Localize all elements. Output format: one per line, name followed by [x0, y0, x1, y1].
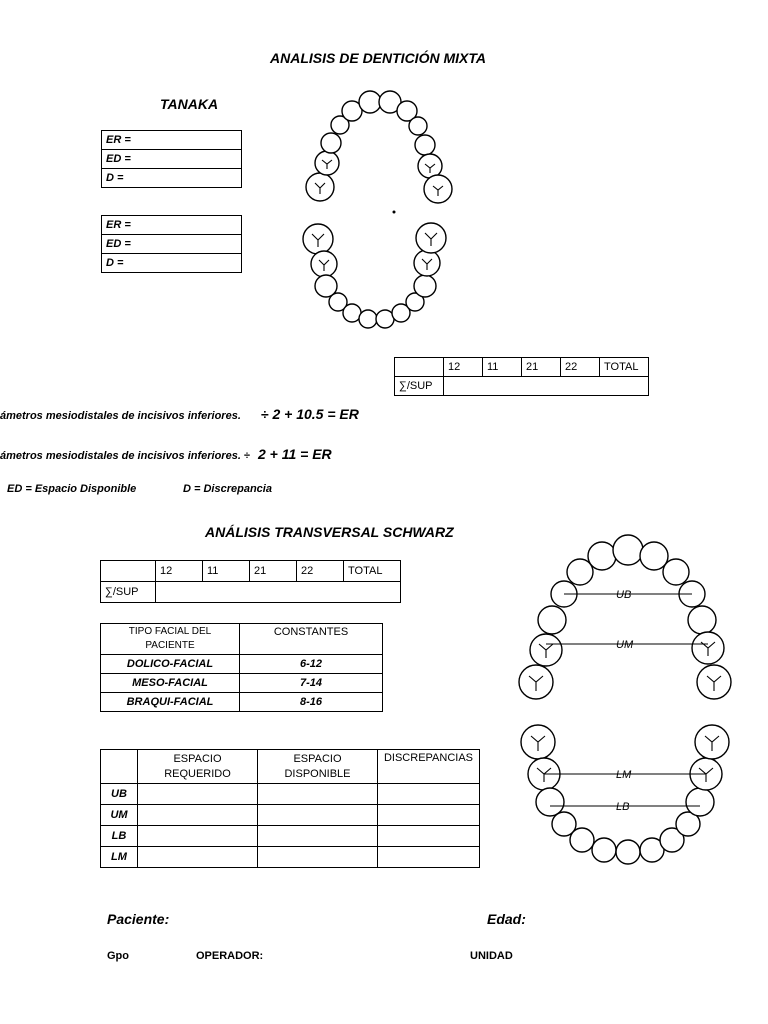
formula-lower: ámetros mesiodistales de incisivos inferiores. ÷ 2 + 11 = ER — [0, 446, 332, 462]
header-discrepancias: DISCREPANCIAS — [378, 750, 480, 784]
lm-requerido-cell[interactable] — [138, 847, 258, 868]
tanaka-table-lower — [101, 215, 242, 273]
arch-label-ub: UB — [616, 589, 632, 601]
arch-label-um: UM — [616, 639, 634, 651]
header-espacio-requerido: ESPACIO REQUERIDO — [138, 750, 258, 784]
header-12: 12 — [156, 561, 203, 582]
header-12: 12 — [444, 358, 483, 377]
page-title: ANALISIS DE DENTICIÓN MIXTA — [270, 50, 486, 66]
schwarz-arch-drawing — [512, 530, 744, 870]
dental-arch-drawing-top — [290, 88, 460, 336]
upper-arch — [306, 91, 452, 203]
formula-upper: ámetros mesiodistales de incisivos inferiores. ÷ 2 + 10.5 = ER — [0, 406, 359, 422]
lb-discrepancia-cell[interactable] — [378, 826, 480, 847]
um-discrepancia-cell[interactable] — [378, 805, 480, 826]
sup-row-label: ∑/SUP — [395, 377, 444, 396]
tanaka-d-cell[interactable]: D = — [102, 169, 242, 188]
tanaka-title: TANAKA — [160, 96, 219, 112]
header-21: 21 — [250, 561, 297, 582]
arch-label-lb: LB — [616, 801, 630, 813]
facial-type-meso: MESO-FACIAL — [101, 674, 240, 693]
sup-row-label: ∑/SUP — [101, 582, 156, 603]
sup-row-value[interactable] — [156, 582, 401, 603]
facial-type-header: TIPO FACIAL DEL PACIENTE — [101, 624, 240, 655]
legend-d: D = Discrepancia — [183, 483, 272, 495]
tanaka-table-upper — [101, 130, 242, 188]
upper-arch-schwarz — [519, 535, 731, 699]
sup-row-value[interactable] — [444, 377, 649, 396]
um-disponible-cell[interactable] — [258, 805, 378, 826]
unidad-label: UNIDAD — [470, 950, 513, 962]
space-analysis-table — [100, 749, 480, 868]
ub-disponible-cell[interactable] — [258, 784, 378, 805]
lower-arch-schwarz — [521, 725, 729, 864]
header-11: 11 — [483, 358, 522, 377]
ub-discrepancia-cell[interactable] — [378, 784, 480, 805]
schwarz-title: ANÁLISIS TRANSVERSAL SCHWARZ — [205, 524, 454, 540]
lm-disponible-cell[interactable] — [258, 847, 378, 868]
header-total: TOTAL — [600, 358, 649, 377]
edad-label: Edad: — [487, 911, 526, 927]
header-22: 22 — [561, 358, 600, 377]
header-total: TOTAL — [344, 561, 401, 582]
row-label-lb: LB — [101, 826, 138, 847]
arch-label-lm: LM — [616, 769, 632, 781]
header-espacio-disponible: ESPACIO DISPONIBLE — [258, 750, 378, 784]
constant-meso: 7-14 — [240, 674, 383, 693]
um-requerido-cell[interactable] — [138, 805, 258, 826]
operador-label: OPERADOR: — [196, 950, 264, 962]
tanaka-ed-cell[interactable]: ED = — [102, 150, 242, 169]
ub-requerido-cell[interactable] — [138, 784, 258, 805]
sup-table-top — [394, 357, 649, 396]
facial-type-braqui: BRAQUI-FACIAL — [101, 693, 240, 712]
tanaka-er-cell[interactable]: ER = — [102, 216, 242, 235]
header-22: 22 — [297, 561, 344, 582]
row-label-um: UM — [101, 805, 138, 826]
lb-requerido-cell[interactable] — [138, 826, 258, 847]
lower-arch — [303, 223, 446, 328]
header-11: 11 — [203, 561, 250, 582]
constants-header: CONSTANTES — [240, 624, 383, 655]
facial-type-dolico: DOLICO-FACIAL — [101, 655, 240, 674]
row-label-lm: LM — [101, 847, 138, 868]
row-label-ub: UB — [101, 784, 138, 805]
lb-disponible-cell[interactable] — [258, 826, 378, 847]
sup-table-schwarz — [100, 560, 401, 603]
tanaka-er-cell[interactable]: ER = — [102, 131, 242, 150]
facial-type-table — [100, 623, 383, 712]
header-21: 21 — [522, 358, 561, 377]
legend-ed: ED = Espacio Disponible — [7, 483, 137, 495]
gpo-label: Gpo — [107, 950, 129, 962]
paciente-label: Paciente: — [107, 911, 170, 927]
lm-discrepancia-cell[interactable] — [378, 847, 480, 868]
constant-braqui: 8-16 — [240, 693, 383, 712]
tanaka-d-cell[interactable]: D = — [102, 254, 242, 273]
constant-dolico: 6-12 — [240, 655, 383, 674]
tanaka-ed-cell[interactable]: ED = — [102, 235, 242, 254]
